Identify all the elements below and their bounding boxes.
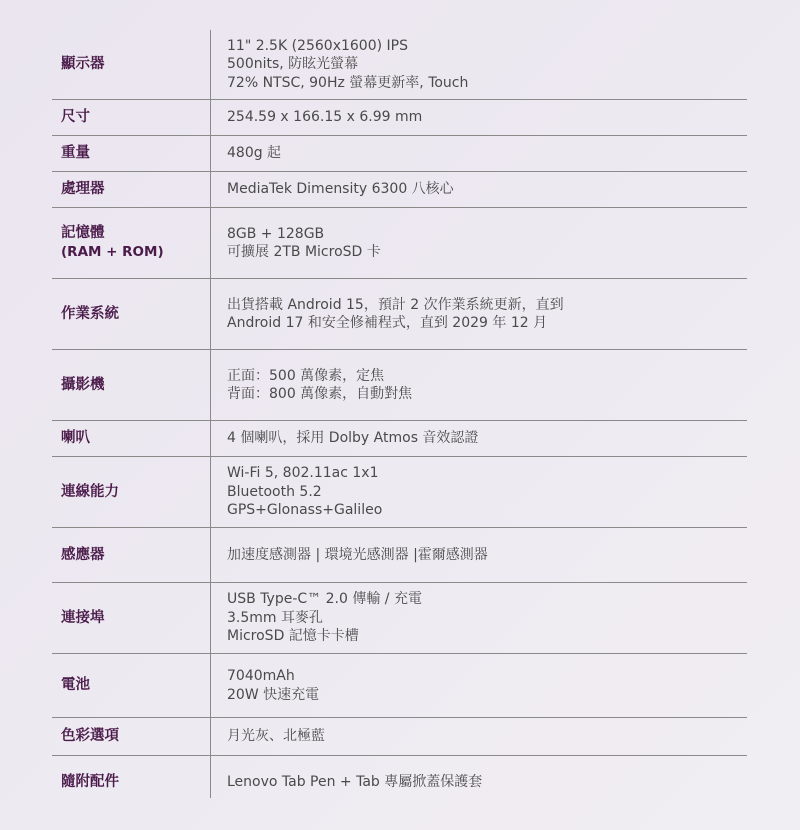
spec-label: 隨附配件 xyxy=(61,773,119,790)
spec-label: 處理器 xyxy=(61,181,105,197)
spec-row-weight xyxy=(52,136,747,172)
spec-label: 記憶體 (RAM + ROM) xyxy=(52,224,210,262)
spec-value: 正面：500 萬像素，定焦 背面：800 萬像素，自動對焦 xyxy=(227,367,413,402)
spec-value: 出貨搭載 Android 15，預計 2 次作業系統更新，直到 Android 17 和安全修補程式，直到 2029 年 12 月 xyxy=(227,296,564,331)
spec-label: 電池 xyxy=(61,677,90,693)
spec-value: Lenovo Tab Pen + Tab 專屬掀蓋保護套 xyxy=(227,773,483,790)
spec-value: 加速度感測器 | 環境光感測器 |霍爾感測器 xyxy=(227,546,488,563)
spec-row-battery xyxy=(52,654,747,718)
spec-row-os xyxy=(52,279,747,350)
spec-row-memory xyxy=(52,208,747,279)
spec-value: 7040mAh 20W 快速充電 xyxy=(227,668,320,703)
spec-sublabel: (RAM + ROM) xyxy=(61,244,164,260)
spec-label: 感應器 xyxy=(61,546,105,563)
spec-label: 尺寸 xyxy=(61,109,90,125)
spec-label: 喇叭 xyxy=(61,430,90,446)
spec-value: MediaTek Dimensity 6300 八核心 xyxy=(227,181,454,198)
spec-value: 4 個喇叭，採用 Dolby Atmos 音效認證 xyxy=(227,430,479,447)
spec-row-sensors xyxy=(52,528,747,583)
spec-label: 重量 xyxy=(61,145,90,161)
spec-row-colors xyxy=(52,718,747,756)
spec-row-speakers xyxy=(52,421,747,457)
spec-row-display xyxy=(52,30,747,100)
spec-value: 月光灰、北極藍 xyxy=(227,728,325,745)
spec-table xyxy=(52,30,747,808)
spec-label: 色彩選項 xyxy=(61,728,119,744)
spec-value: USB Type-C™ 2.0 傳輸 / 充電 3.5mm 耳麥孔 MicroSD 記憶卡卡槽 xyxy=(227,591,422,645)
spec-label: 顯示器 xyxy=(61,56,105,72)
spec-row-processor xyxy=(52,172,747,208)
spec-row-camera xyxy=(52,350,747,421)
spec-value: 480g 起 xyxy=(227,145,282,162)
spec-value: 254.59 x 166.15 x 6.99 mm xyxy=(227,109,423,126)
spec-label: 連線能力 xyxy=(61,483,119,500)
spec-row-accessories xyxy=(52,756,747,808)
spec-value: Wi-Fi 5, 802.11ac 1x1 Bluetooth 5.2 GPS+Glonass+Galileo xyxy=(227,465,383,519)
spec-row-connectivity xyxy=(52,457,747,528)
spec-value: 11" 2.5K (2560x1600) IPS 500nits, 防眩光螢幕 72% NTSC, 90Hz 螢幕更新率, Touch xyxy=(227,37,469,91)
spec-row-size xyxy=(52,100,747,136)
spec-label: 連接埠 xyxy=(61,609,105,626)
spec-label: 作業系統 xyxy=(61,305,119,322)
spec-label: 攝影機 xyxy=(61,376,105,393)
spec-row-ports xyxy=(52,583,747,654)
spec-value: 8GB + 128GB 可擴展 2TB MicroSD 卡 xyxy=(227,225,381,260)
